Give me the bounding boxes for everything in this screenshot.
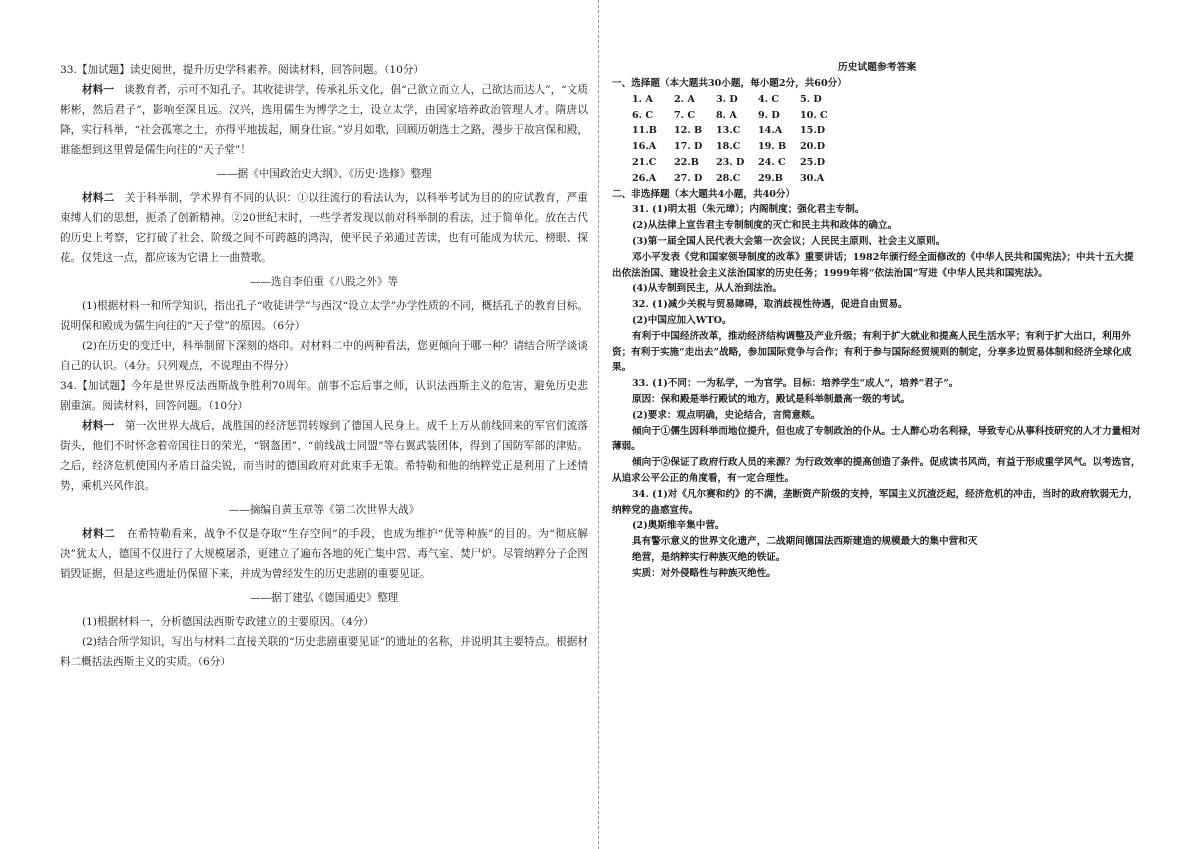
right-column-answers <box>612 60 1142 582</box>
q34-material-1-text: 第一次世界大战后，战胜国的经济惩罚转嫁到了德国人民身上。成千上万从前线回来的军官们流落街头，他们不时怀念着帝国往日的荣光，“钢盔团”、“前线战士同盟”等右翼武装团体，得到了国防军部的津贴。之后，经济危机使国内矛盾日益尖锐，而当时的德国政府对此束手无策。希特勒和他的纳粹党正是利用了上述情势，乘机兴风作浪。 <box>60 420 589 492</box>
answer-31-2: (2)从法律上宣告君主专制制度的灭亡和民主共和政体的确立。 <box>632 220 898 232</box>
q34-material-1-label: 材料一 <box>82 420 115 432</box>
q33-heading: 33.【加试题】读史阅世，提升历史学科素养。阅读材料，回答问题。（10分） <box>60 64 425 76</box>
answer-32-1: 32. (1)减少关税与贸易障碍，取消歧视性待遇，促进自由贸易。 <box>632 299 908 311</box>
answer-34-2: (2)奥斯维辛集中营。 <box>632 520 725 532</box>
choice-answer: 9. D <box>758 109 780 121</box>
q34-question-2: (2)结合所学知识，写出与材料二直接关联的“历史悲剧重要见证”的遗址的名称，并说明其主要特点。根据材料二概括法西斯主义的实质。（6分） <box>60 636 588 668</box>
answer-32-2b: 有利于中国经济改革，推动经济结构调整及产业升级；有利于扩大就业和提高人民生活水平；有利于扩大出口，利用外资；有利于实施“走出去”战略，参加国际竞争与合作；有利于参与国际经贸规则的制定，分享多边贸易体制和经济全球化成果。 <box>612 330 1132 374</box>
choice-answer: 22.B <box>674 156 699 168</box>
choice-answer: 8. A <box>716 109 737 121</box>
q33-material-1-text: 谈教育者，示可不知孔子。其收徒讲学，传承礼乐文化，倡“己欲立而立人，己欲达而达人”，“文质彬彬，然后君子”，影响至深且远。汉兴，选用儒生为博学之士，设立太学，由国家培养政治管理人才。隋唐以降，实行科举，“社会孤寒之士，亦得平地拔起，厕身仕宦。”岁月如歌，回顾历朝选士之路，漫步于故宫保和殿，谁能想到这里曾是儒生向往的“天子堂”！ <box>60 84 589 156</box>
q33-material-1-label: 材料一 <box>82 84 114 96</box>
choice-answer: 3. D <box>716 93 738 105</box>
choice-answer: 14.A <box>758 125 783 137</box>
choice-answer: 28.C <box>716 172 741 184</box>
choice-answer: 2. A <box>674 93 695 105</box>
answer-34-2c: 绝营，是纳粹实行种族灭绝的铁证。 <box>632 551 786 563</box>
choice-answer: 7. C <box>674 109 695 121</box>
q33-material-1 <box>60 80 588 160</box>
choice-answer: 16.A <box>632 141 657 153</box>
q34-heading: 34.【加试题】今年是世界反法西斯战争胜利70周年。前事不忘后事之师，认识法西斯主义的危害，避免历史悲剧重演。阅读材料，回答问题。（10分） <box>60 380 588 412</box>
q34-material-1 <box>60 416 588 496</box>
choice-answer: 4. C <box>758 93 779 105</box>
q34-question-1: (1)根据材料一，分析德国法西斯专政建立的主要原因。（4分） <box>82 616 374 628</box>
choice-answer: 21.C <box>632 156 657 168</box>
answer-31-4: (4)从专制到民主，从人治到法治。 <box>632 283 783 295</box>
q33-material-2-label: 材料二 <box>82 192 115 204</box>
section-1-heading: 一、选择题（本大题共30小题，每小题2分，共60分） <box>612 78 847 89</box>
answer-31-3: (3)第一届全国人民代表大会第一次会议；人民民主原则、社会主义原则。 <box>632 235 946 247</box>
answer-34-1: 34. (1)对《凡尔赛和约》的不满，垄断资产阶级的支持，军国主义沉渣泛起，经济危机的冲击，当时的政府软弱无力，纳粹党的蛊惑宣传。 <box>612 488 1138 516</box>
choice-answer: 12. B <box>674 125 703 137</box>
choice-answer: 6. C <box>632 109 653 121</box>
answer-33-2: (2)要求：观点明确，史论结合，言简意赅。 <box>632 409 821 421</box>
section-2-heading: 二、非选择题（本大题共4小题，共40分） <box>612 188 796 200</box>
choice-answer: 24. C <box>758 156 786 168</box>
q33-question-2: (2)在历史的变迁中，科举制留下深刻的烙印。对材料二中的两种看法，您更倾向于哪一种？请结合所学谈谈自己的认识。（4分。只列观点，不说理由不得分） <box>60 340 588 372</box>
choice-answer: 10. C <box>800 109 828 121</box>
choice-answer: 15.D <box>800 125 826 137</box>
choice-answer: 17. D <box>674 141 703 153</box>
q33-question-1: (1)根据材料一和所学知识，指出孔子“收徒讲学”与西汉“设立太学”办学性质的不同，概括孔子的教育目标。说明保和殿成为儒生向往的“天子堂”的原因。（6分） <box>60 300 588 332</box>
choice-answer: 26.A <box>632 172 657 184</box>
answer-34-2b: 具有警示意义的世界文化遗产，二战期间德国法西斯建造的规模最大的集中营和灭 <box>632 536 978 548</box>
answer-32-2: (2)中国应加入WTO。 <box>632 314 732 326</box>
choice-answer: 30.A <box>800 172 825 184</box>
choice-answer: 20.D <box>800 141 826 153</box>
q34-material-2-label: 材料二 <box>82 528 116 540</box>
answer-31-3b: 邓小平发表《党和国家领导制度的改革》重要讲话；1982年颁行经全面修改的《中华人民共和国宪法》；中共十五大提出依法治国、建设社会主义法治国家的历史任务；1999年将“依法治国”写进《中华人民共和国宪法》。 <box>612 251 1134 279</box>
q34-material-2-source: ——据丁建弘《德国通史》整理 <box>249 592 399 604</box>
q34-material-2-text: 在希特勒看来，战争不仅是夺取“生存空间”的手段，也成为维护“优等种族”的目的。为“彻底解决”犹太人，德国不仅进行了大规模屠杀，更建立了遍布各地的死亡集中营、毒气室、焚尸炉。尽管纳粹分子企图销毁证据，但是这些遗址仍保留下来，并成为曾经发生的历史悲剧的重要见证。 <box>60 528 589 580</box>
choice-answer: 23. D <box>716 156 745 168</box>
answer-33-1b: 原因：保和殿是举行殿试的地方，殿试是科举制最高一级的考试。 <box>632 393 911 405</box>
q33-material-2-source: ——选自李伯重《八股之外》等 <box>249 276 399 288</box>
choice-answer-grid <box>612 92 1142 187</box>
q33-material-2-text: 关于科举制，学术界有不同的认识：①以往流行的看法认为，以科举考试为目的的应试教育，严重束缚人们的思想，扼杀了创新精神。②20世纪末时，一些学者发现以前对科举制的看法，过于简单化。放在古代的历史上考察，它打破了社会、阶级之间不可跨越的鸿沟，使平民子弟通过苦读，也有可能成为状元、榜眼、探花。仅凭这一点，都应该为它谱上一曲赞歌。 <box>60 192 589 264</box>
choice-answer: 1. A <box>632 93 653 105</box>
answer-33-2c: 倾向于②保证了政府行政人员的来源？为行政效率的提高创造了条件。促成读书风尚，有益于形成重学风气。以考选官，从追求公平公正的角度看，有一定合理性。 <box>612 457 1141 484</box>
answer-33-1: 33. (1)不同：一为私学，一为官学。目标：培养学生“成人”，培养“君子”。 <box>632 378 959 390</box>
answer-34-2d: 实质：对外侵略性与种族灭绝性。 <box>632 567 776 579</box>
answer-33-2b: 倾向于①儒生因科举而地位提升，但也成了专制政治的仆从。士人醉心功名利禄，导致专心从事科技研究的人才力量相对薄弱。 <box>612 425 1141 453</box>
choice-answer: 18.C <box>716 141 741 153</box>
choice-answer: 13.C <box>716 125 741 137</box>
choice-answer: 11.B <box>632 125 657 137</box>
choice-answer: 5. D <box>800 93 822 105</box>
answer-title: 历史试题参考答案 <box>837 62 917 73</box>
choice-answer: 29.B <box>758 172 783 184</box>
q33-material-2 <box>60 188 588 268</box>
left-column-questions <box>60 60 588 672</box>
choice-answer: 27. D <box>674 172 703 184</box>
q34-material-1-source: ——摘编自黄玉章等《第二次世界大战》 <box>228 504 420 516</box>
q33-material-1-source: ——据《中国政治史大纲》、《历史·选修》整理 <box>216 168 432 180</box>
choice-answer: 25.D <box>800 156 826 168</box>
q34-material-2 <box>60 524 588 584</box>
fold-line <box>598 0 599 849</box>
choice-answer: 19. B <box>758 141 787 153</box>
answer-31-1: 31. (1)明太祖（朱元璋）；内阁制度；强化君主专制。 <box>632 204 865 216</box>
